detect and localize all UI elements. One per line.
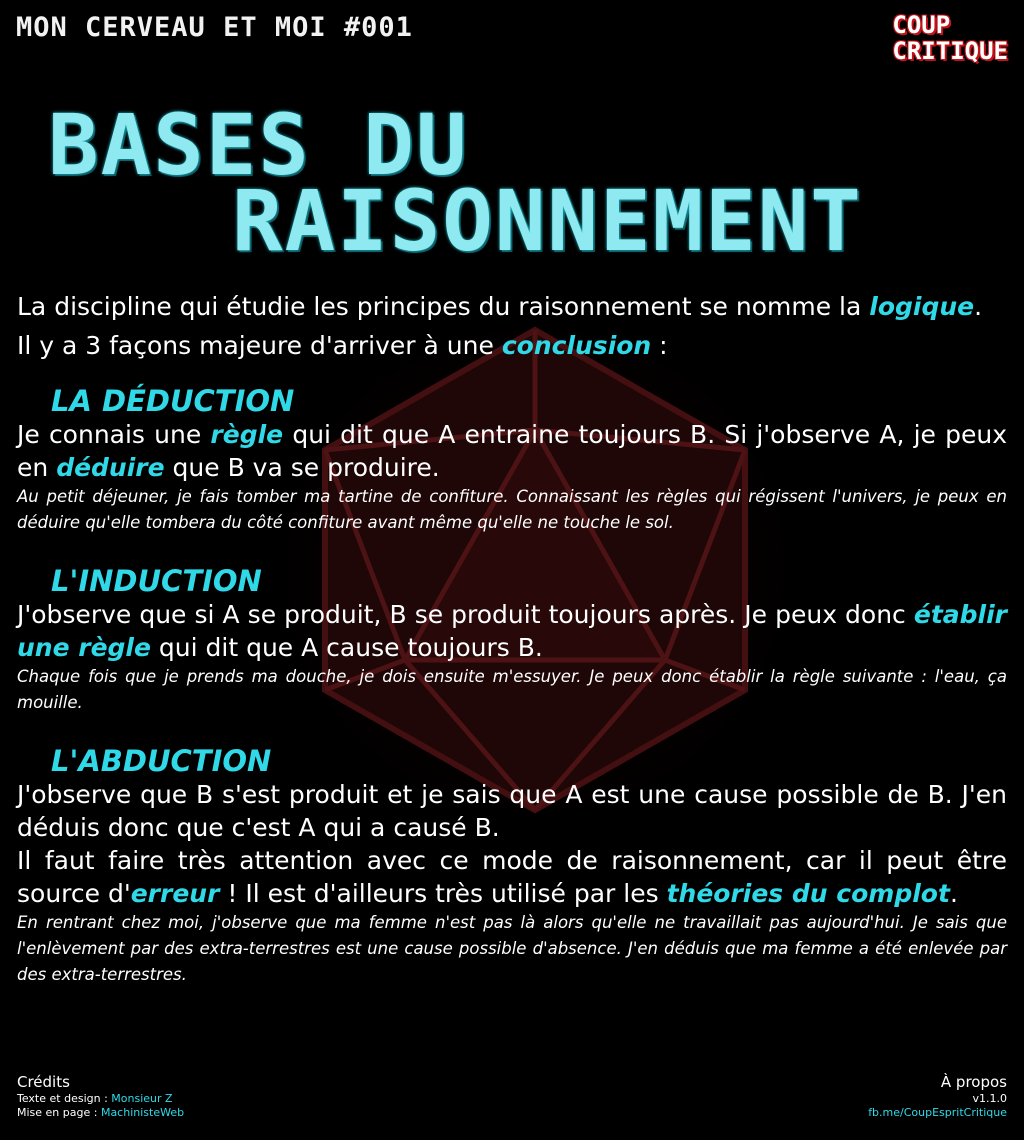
credits-author-link[interactable]: Monsieur Z: [111, 1092, 173, 1105]
abduction-text: .: [949, 879, 958, 908]
abduction-paragraph-2: [17, 844, 1007, 910]
deduction-text: que B va se produire.: [164, 453, 440, 482]
logo-line-2: CRITIQUE: [892, 37, 1008, 65]
main-content: [17, 290, 1007, 988]
abduction-text: ! Il est d'ailleurs très utilisé par les: [219, 879, 667, 908]
intro-paragraph-2: [17, 329, 1007, 362]
induction-paragraph: [17, 598, 1007, 664]
intro-text: :: [651, 331, 668, 360]
induction-example: Chaque fois que je prends ma douche, je dois ensuite m'essuyer. Je peux donc établir la règle suivante : l'eau, ça mouille.: [17, 667, 1007, 712]
abduction-paragraph-1: J'observe que B s'est produit et je sais que A est une cause possible de B. J'en déduis donc que c'est A qui a causé B.: [17, 780, 1007, 842]
main-title-line-1: BASES DU: [48, 96, 469, 194]
deduction-text: qui dit que A entraine toujours B. Si j'observe A, je peux en: [17, 420, 1008, 482]
credits-title: Crédits: [17, 1073, 70, 1091]
version-label: v1.1.0: [972, 1092, 1007, 1105]
intro-text: .: [974, 292, 983, 321]
induction-text: qui dit que A cause toujours B.: [150, 633, 543, 662]
deduction-example: Au petit déjeuner, je fais tomber ma tartine de confiture. Connaissant les règles qui régissent l'univers, je peux en déduire qu'elle tombera du côté confiture avant même qu'elle ne touche le sol.: [17, 487, 1007, 532]
keyword-theories-du-complot: théories du complot: [666, 879, 950, 908]
keyword-deduire: déduire: [56, 453, 165, 482]
keyword-etablir-une-regle: établir une règle: [17, 600, 1007, 662]
about-block: [868, 1073, 1007, 1120]
credits-text-line: [17, 1092, 184, 1106]
facebook-link[interactable]: fb.me/CoupEspritCritique: [868, 1106, 1007, 1119]
heading-induction: L'INDUCTION: [51, 564, 262, 598]
keyword-erreur: erreur: [130, 879, 220, 908]
main-title-line-2: RAISONNEMENT: [232, 172, 863, 270]
deduction-text: Je connais une: [17, 420, 211, 449]
coup-critique-logo: [892, 12, 1008, 64]
logo-line-1: COUP: [892, 11, 951, 39]
intro-text: La discipline qui étudie les principes du raisonnement se nomme la: [17, 292, 870, 321]
credits-layout-line: [17, 1106, 184, 1120]
keyword-conclusion: conclusion: [501, 331, 652, 360]
intro-paragraph-1: [17, 290, 1007, 323]
credits-layout-link[interactable]: MachinisteWeb: [100, 1106, 185, 1119]
keyword-logique: logique: [869, 292, 975, 321]
keyword-regle: règle: [210, 420, 284, 449]
heading-deduction: LA DÉDUCTION: [51, 384, 295, 418]
induction-text: J'observe que si A se produit, B se produit toujours après. Je peux donc: [17, 600, 914, 629]
abduction-text: Il faut faire très attention avec ce mode de raisonnement, car il peut être source d': [17, 846, 1007, 908]
intro-text: Il y a 3 façons majeure d'arriver à une: [17, 331, 502, 360]
credits-block: [17, 1073, 184, 1120]
credits-label: Texte et design :: [17, 1092, 112, 1105]
abduction-example: En rentrant chez moi, j'observe que ma femme n'est pas là alors qu'elle ne travaillait pas aujourd'hui. Je sais que l'enlèvement par des extra-terrestres est une cause possible d'absence. J'en déduis que ma femme a été enlevée par des extra-terrestres.: [17, 913, 1007, 984]
heading-abduction: L'ABDUCTION: [51, 744, 272, 778]
about-title: À propos: [940, 1073, 1007, 1091]
deduction-paragraph: [17, 418, 1007, 484]
series-title: MON CERVEAU ET MOI #001: [16, 12, 413, 43]
credits-label: Mise en page :: [17, 1106, 101, 1119]
